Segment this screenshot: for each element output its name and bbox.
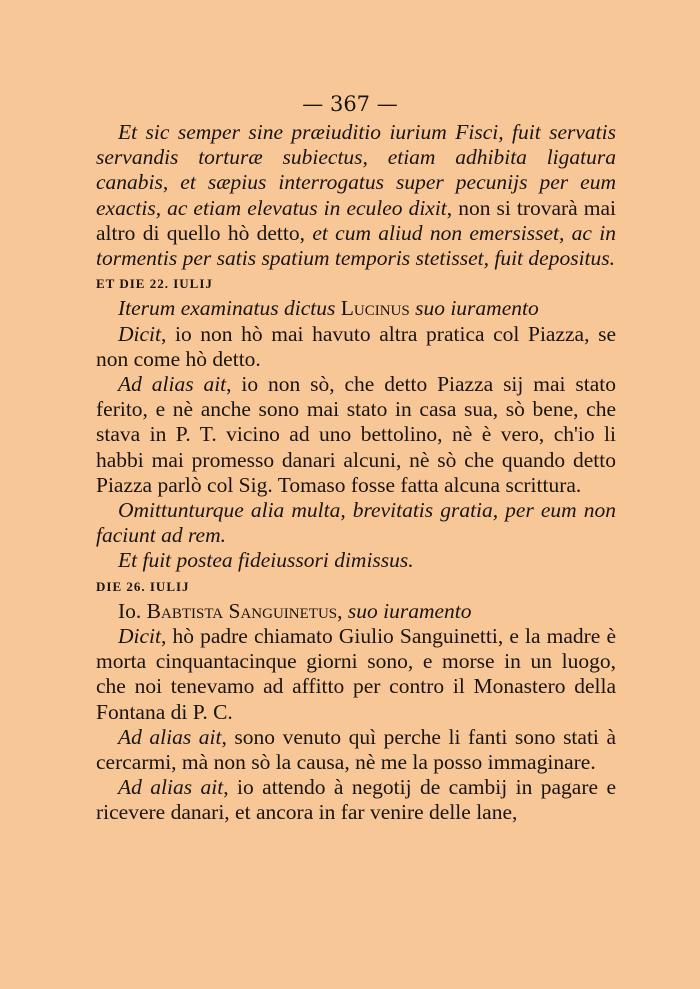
heading-text: DIE 26. IULIJ	[96, 578, 190, 594]
section-heading	[96, 271, 616, 296]
paragraph	[96, 120, 616, 271]
text-span: Dicit	[118, 624, 161, 649]
page-number: — 367 —	[302, 92, 398, 116]
paragraph	[96, 548, 616, 573]
text-span: Ad alias ait	[118, 775, 224, 800]
paragraph	[96, 322, 616, 372]
text-span: Et fuit postea fideiussori dimissus.	[118, 548, 414, 573]
text-span: Omittunturque alia multa, brevitatis gratia, per eum non faciunt ad rem.	[96, 498, 616, 548]
text-span: ,	[337, 598, 348, 623]
text-span: Dicit	[118, 321, 161, 346]
text-span: , io non sò, che detto Piazza sij mai stato ferito, e nè anche sono mai stato in casa sua, sò bene, che stava in P. T. vicino ad uno bettolino, nè è vero, ch'io li habbi mai promesso danari alcuni, nè sò che quando detto Piazza parlò col Sig. Tomaso fosse fatta alcuna scrittura.	[96, 372, 616, 497]
section-heading	[96, 574, 616, 599]
paragraph	[96, 372, 616, 498]
text-span: suo iuramento	[409, 296, 539, 321]
text-span: Lucinus	[340, 296, 410, 321]
text-span: Io.	[118, 598, 147, 623]
text-span: Ad alias ait	[118, 724, 222, 749]
paragraph	[96, 624, 616, 725]
text-span: , sono venuto quì perche li fanti sono stati à cercarmi, mà non sò la causa, nè me la posso immaginare.	[96, 724, 616, 775]
text-span: Et sic semper sine præiuditio iurium Fisci, fuit servatis servandis torturæ subiectus, etiam adhibita ligatura canabis, et sæpius interrogatus super pecunijs per eum exactis, ac etiam elevatus in eculeo dixit	[96, 120, 616, 220]
paragraph	[96, 296, 616, 321]
text-span: suo iuramento	[347, 598, 472, 623]
text-span: Iterum examinatus dictus	[118, 296, 341, 321]
paragraph	[96, 775, 616, 825]
text-span: , io non hò mai havuto altra pratica col Piazza, se non come hò detto.	[96, 321, 616, 371]
text-span: , io attendo à negotij de cambij in pagare e ricevere danari, et ancora in far venire delle lane,	[96, 775, 616, 825]
text-span: et cum aliud non emersisset, ac in tormentis per satis spatium temporis stetisset, fuit depositus.	[96, 220, 616, 271]
text-span: Ad alias ait	[118, 372, 227, 397]
text-span: , non si trovarà mai altro di quello hò detto,	[96, 195, 616, 245]
body-text	[96, 120, 616, 826]
paragraph	[96, 498, 616, 548]
text-span: , hò padre chiamato Giulio Sanguinetti, e la madre è morta cinquantacinque giorni sono, e morse in un luogo, che noi tenevamo ad affitto per contro il Monastero della Fontana di P. C.	[96, 624, 616, 724]
paragraph	[96, 725, 616, 775]
heading-text: ET DIE 22. IULIJ	[96, 276, 213, 292]
paragraph	[96, 599, 616, 624]
text-span: Babtista Sanguinetus	[146, 598, 338, 623]
